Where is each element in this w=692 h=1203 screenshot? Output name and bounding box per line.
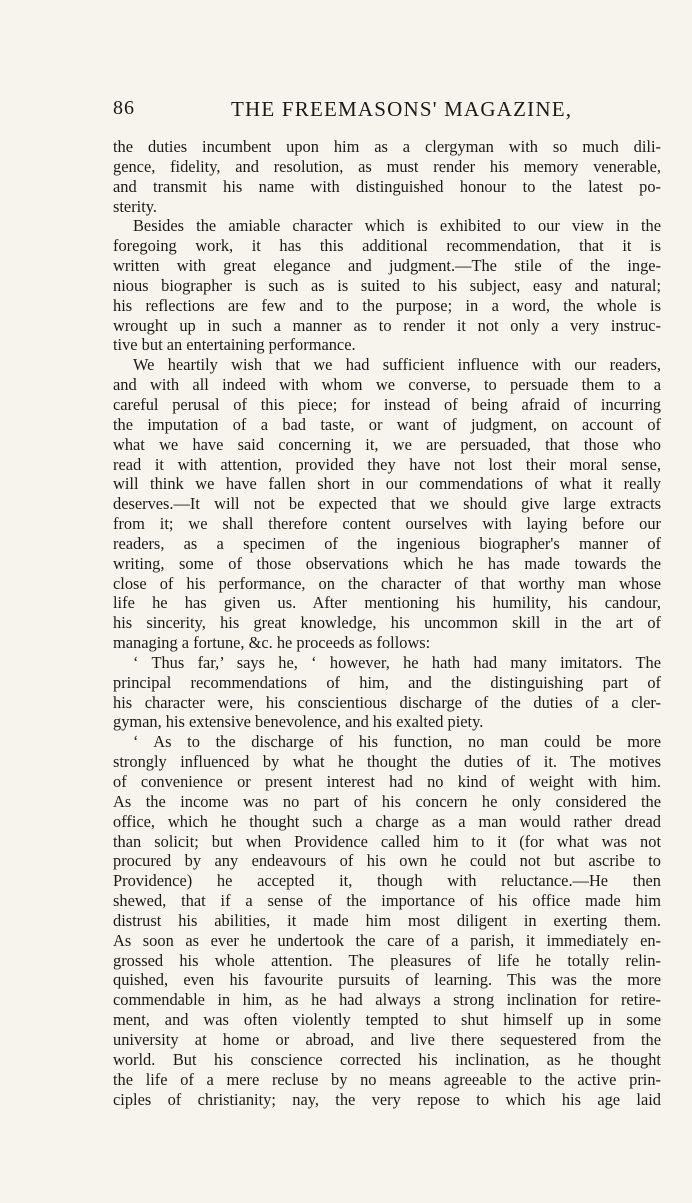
body-text <box>113 137 661 1109</box>
text-line: than solicit; but when Providence called him to it (for what was not <box>113 831 661 851</box>
text-line: office, which he thought such a charge as a man would rather dread <box>113 811 661 831</box>
text-line: managing a fortune, &c. he proceeds as follows: <box>113 633 431 653</box>
text-line: university at home or abroad, and live there sequestered from the <box>113 1029 661 1049</box>
text-line: principal recommendations of him, and the distinguishing part of <box>113 672 661 692</box>
text-line: gence, fidelity, and resolution, as must render his memory venerable, <box>113 156 661 176</box>
text-line: his sincerity, his great knowledge, his uncommon skill in the art of <box>113 613 661 633</box>
text-line: ment, and was often violently tempted to shut himself up in some <box>113 1010 661 1030</box>
text-line: ‘ As to the discharge of his function, no man could be more <box>133 732 661 752</box>
text-line: from it; we shall therefore content ourselves with laying before our <box>113 514 661 534</box>
text-line: strongly influenced by what he thought the duties of it. The motives <box>113 752 661 772</box>
text-line: sterity. <box>113 196 158 216</box>
page-header <box>113 97 661 127</box>
text-line: the imputation of a bad taste, or want of judgment, on account of <box>113 414 661 434</box>
text-line: read it with attention, provided they have not lost their moral sense, <box>113 454 661 474</box>
text-line: Besides the amiable character which is exhibited to our view in the <box>133 216 661 236</box>
text-line: ciples of christianity; nay, the very repose to which his age laid <box>113 1089 661 1109</box>
text-line: wrought up in such a manner as to render it not only a very instruc- <box>113 315 661 335</box>
text-line: tive but an entertaining performance. <box>113 335 356 355</box>
text-line: written with great elegance and judgment.—The stile of the inge- <box>113 256 661 276</box>
text-line: careful perusal of this piece; for instead of being afraid of incurring <box>113 394 661 414</box>
text-line: shewed, that if a sense of the importance of his office made him <box>113 891 661 911</box>
text-line: world. But his conscience corrected his inclination, as he thought <box>113 1049 661 1069</box>
text-line: readers, as a specimen of the ingenious biographer's manner of <box>113 533 661 553</box>
text-line: We heartily wish that we had sufficient influence with our readers, <box>133 355 661 375</box>
text-line: life he has given us. After mentioning his humility, his candour, <box>113 593 661 613</box>
text-line: procured by any endeavours of his own he could not but ascribe to <box>113 851 661 871</box>
text-line: gyman, his extensive benevolence, and his exalted piety. <box>113 712 484 732</box>
text-line: of convenience or present interest had no kind of weight with him. <box>113 772 661 791</box>
text-line: the duties incumbent upon him as a clergyman with so much dili- <box>113 137 661 156</box>
text-line: quished, even his favourite pursuits of learning. This was the more <box>113 970 661 990</box>
text-line: commendable in him, as he had always a strong inclination for retire- <box>113 990 661 1010</box>
text-line: close of his performance, on the character of that worthy man whose <box>113 573 661 593</box>
text-line: nious biographer is such as is suited to his subject, easy and natural; <box>113 275 661 295</box>
text-line: distrust his abilities, it made him most diligent in exerting them. <box>113 910 661 930</box>
text-line: foregoing work, it has this additional recommendation, that it is <box>113 236 661 256</box>
text-line: grossed his whole attention. The pleasures of life he totally relin- <box>113 950 661 970</box>
text-line: and transmit his name with distinguished honour to the latest po- <box>113 176 661 196</box>
text-line: As the income was no part of his concern he only considered the <box>113 791 661 811</box>
text-line: Providence) he accepted it, though with reluctance.—He then <box>113 871 661 891</box>
text-line: As soon as ever he undertook the care of a parish, it immediately en- <box>113 930 661 950</box>
text-line: what we have said concerning it, we are persuaded, that those who <box>113 434 661 454</box>
page-number: 86 <box>113 97 135 119</box>
text-line: and with all indeed with whom we converse, to persuade them to a <box>113 375 661 395</box>
text-line: the life of a mere recluse by no means agreeable to the active prin- <box>113 1069 661 1089</box>
text-line: deserves.—It will not be expected that we should give large extracts <box>113 494 661 514</box>
running-head: THE FREEMASONS' MAGAZINE, <box>231 97 573 121</box>
text-line: ‘ Thus far,’ says he, ‘ however, he hath had many imitators. The <box>133 652 661 672</box>
text-line: his reflections are few and to the purpose; in a word, the whole is <box>113 295 661 315</box>
text-line: his character were, his conscientious discharge of the duties of a cler- <box>113 692 661 712</box>
text-line: writing, some of those observations which he has made towards the <box>113 553 661 573</box>
text-line: will think we have fallen short in our commendations of what it really <box>113 474 661 494</box>
